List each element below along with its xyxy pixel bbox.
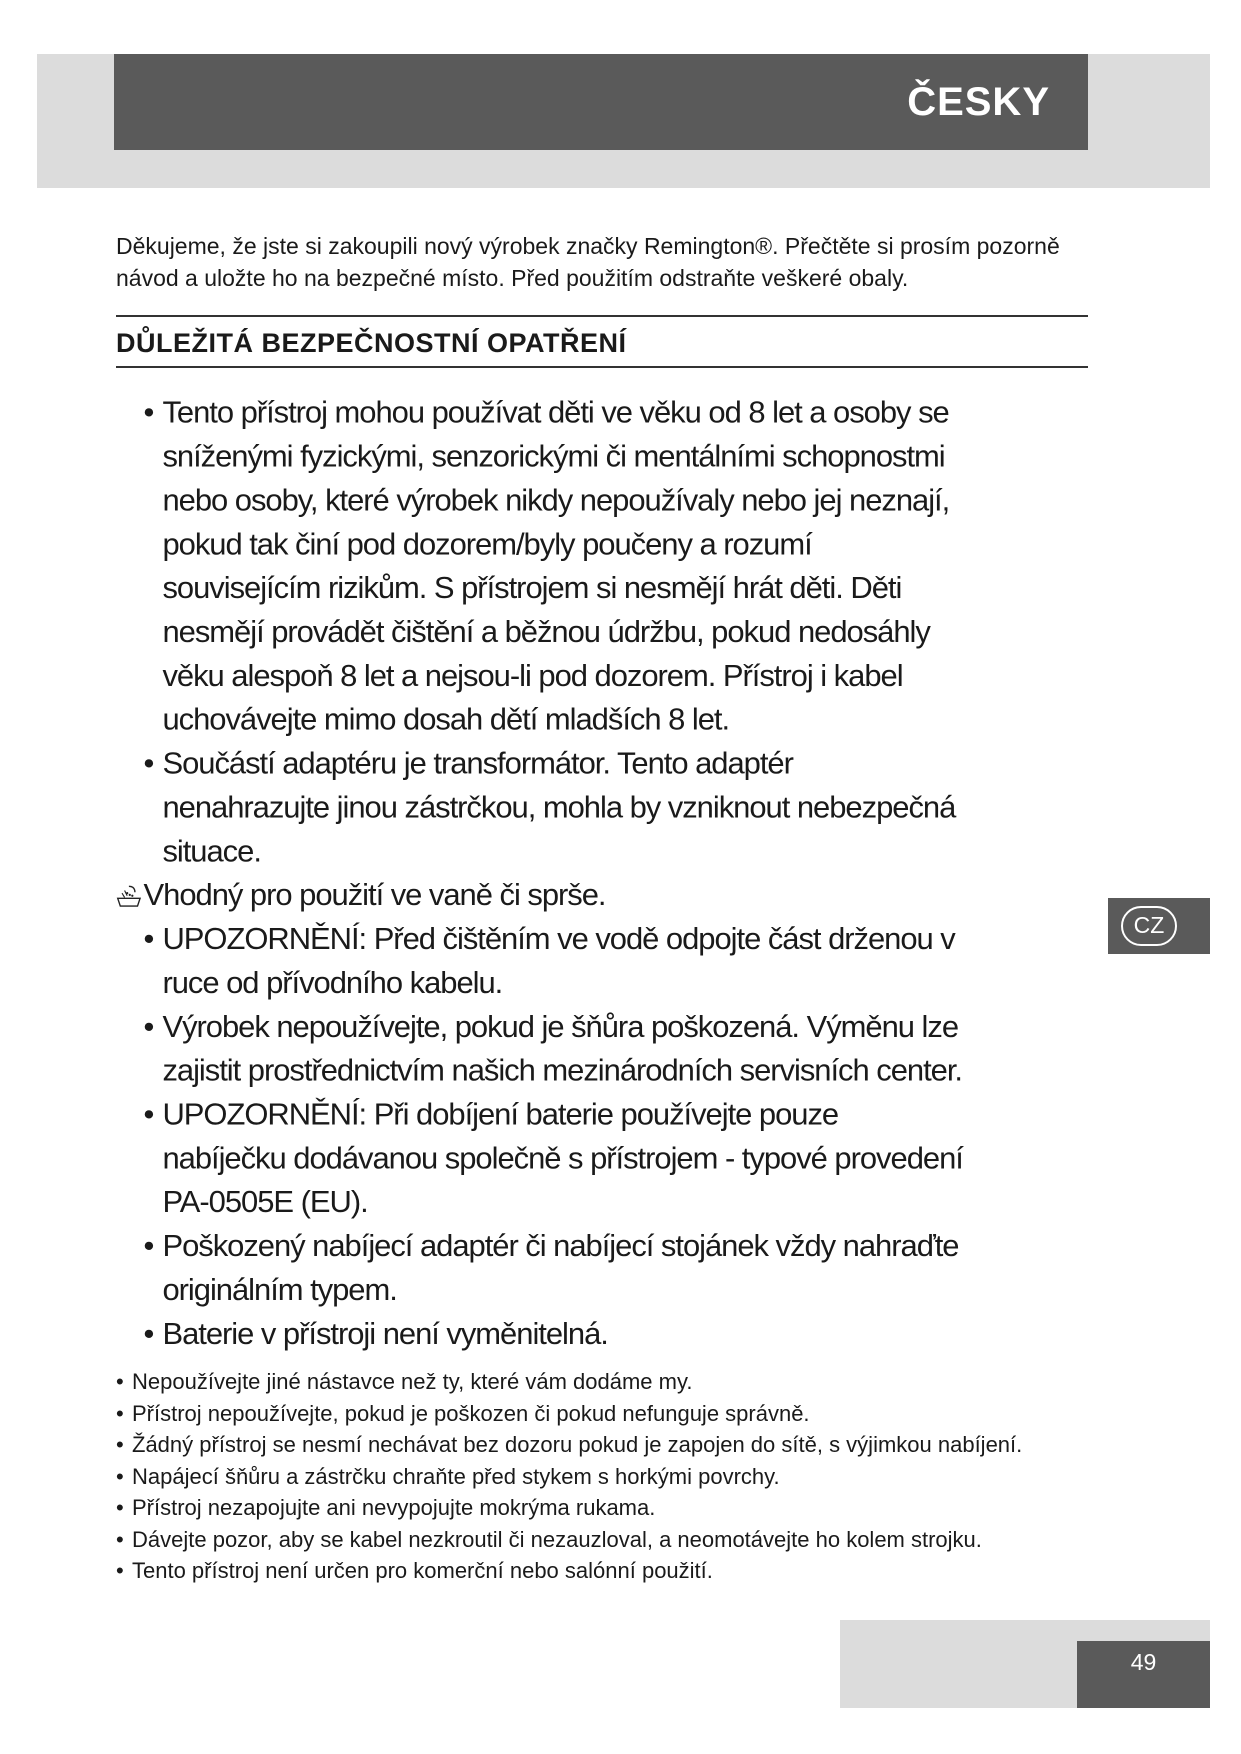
section-rule-bottom [116, 366, 1088, 368]
bullet: • [116, 1558, 124, 1583]
bath-shower-icon [116, 883, 142, 909]
list-item-text: Žádný přístroj se nesmí nechávat bez dozoru pokud je zapojen do sítě, s výjimkou nabíjení. [132, 1432, 1023, 1457]
section-rule-top [116, 315, 1088, 317]
list-item [116, 1555, 1076, 1587]
section-title: DŮLEŽITÁ BEZPEČNOSTNÍ OPATŘENÍ [116, 328, 627, 358]
bullet: • [143, 394, 154, 430]
bullet: • [116, 1369, 124, 1394]
list-item-text: UPOZORNĚNÍ: Před čištěním ve vodě odpojte část drženou v ruce od přívodního kabelu. [162, 920, 955, 1000]
bullet: • [116, 1526, 124, 1552]
list-item-text: Přístroj nepoužívejte, pokud je poškozen či pokud nefunguje správně. [132, 1400, 810, 1426]
bullet: • [116, 1495, 124, 1520]
list-item [116, 1004, 963, 1092]
bullet: • [143, 920, 154, 956]
list-item-text: Poškozený nabíjecí adaptér či nabíjecí stojánek vždy nahraďte originálním typem. [162, 1227, 959, 1307]
list-item [116, 1223, 963, 1311]
list-item-text: Napájecí šňůru a zástrčku chraňte před stykem s horkými povrchy. [132, 1463, 780, 1489]
list-item [116, 1092, 963, 1224]
intro-line-2: návod a uložte ho na bezpečné místo. Před použitím odstraňte veškeré obaly. [116, 265, 909, 291]
language-badge: CZ [1121, 906, 1177, 946]
list-item [116, 1398, 1076, 1430]
list-item [116, 1461, 1076, 1493]
list-item [116, 1524, 1076, 1556]
language-header: ČESKY [114, 54, 1088, 150]
list-item-text: Výrobek nepoužívejte, pokud je šňůra poškozená. Výměnu lze zajistit prostřednictvím našich mezinárodních servisních center. [162, 1008, 962, 1088]
list-item-text: Nepoužívejte jiné nástavce než ty, které vám dodáme my. [132, 1369, 693, 1394]
list-item-text: Baterie v přístroji není vyměnitelná. [162, 1315, 608, 1351]
list-item-text: Tento přístroj mohou používat děti ve věku od 8 let a osoby se sníženými fyzickými, senzorickými či mentálními schopnostmi nebo osoby, které výrobek nikdy nepoužívaly nebo jej neznají, pokud tak činí pod dozorem/byly poučeny a rozumí souvisejícím rizikům. S přístrojem si nesmějí hrát děti. Děti nesmějí provádět čištění a běžnou údržbu, pokud nedosáhly věku alespoň 8 let a nejsou-li pod dozorem. Přístroj i kabel uchovávejte mimo dosah dětí mladších 8 let. [162, 394, 950, 737]
list-item-text: UPOZORNĚNÍ: Při dobíjení baterie používejte pouze nabíječku dodávanou společně s přístrojem - typové provedení PA-0505E (EU). [162, 1096, 963, 1220]
list-item-text: Tento přístroj není určen pro komerční nebo salónní použití. [132, 1558, 713, 1583]
list-item [116, 1311, 963, 1355]
list-item-text: Dávejte pozor, aby se kabel nezkroutil či nezauzloval, a neomotávejte ho kolem strojku. [132, 1526, 982, 1552]
intro-paragraph [116, 230, 1076, 294]
safety-list-small [116, 1366, 1076, 1587]
bullet: • [116, 1432, 124, 1457]
bullet: • [143, 1008, 154, 1044]
list-item [116, 390, 963, 741]
intro-line-1: Děkujeme, že jste si zakoupili nový výrobek značky Remington®. Přečtěte si prosím pozorně [116, 233, 1060, 259]
bullet: • [116, 1463, 124, 1489]
list-item [116, 1366, 1076, 1398]
safety-list-large [116, 390, 963, 1355]
bullet: • [116, 1400, 124, 1426]
list-item-text: Součástí adaptéru je transformátor. Tento adaptér nenahrazujte jinou zástrčkou, mohla by vzniknout nebezpečná situace. [162, 745, 956, 869]
symbol-line-text: Vhodný pro použití ve vaně či sprše. [143, 876, 606, 913]
list-item [116, 916, 963, 1004]
symbol-line [116, 873, 963, 917]
bullet: • [143, 1315, 154, 1351]
list-item [116, 1429, 1076, 1461]
bullet: • [143, 1227, 154, 1263]
list-item [116, 741, 963, 873]
bullet: • [143, 1096, 154, 1132]
list-item [116, 1492, 1076, 1524]
bullet: • [143, 745, 154, 781]
page-number: 49 [1077, 1641, 1210, 1708]
list-item-text: Přístroj nezapojujte ani nevypojujte mokrýma rukama. [132, 1495, 656, 1520]
